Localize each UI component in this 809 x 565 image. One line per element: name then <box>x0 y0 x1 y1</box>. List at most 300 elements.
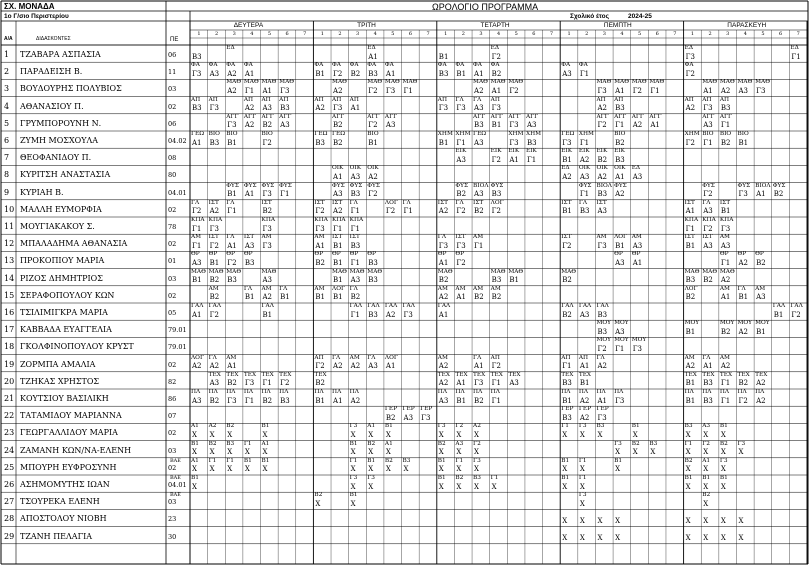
lesson-class: Α1 <box>615 172 625 181</box>
lesson-class: Β2 <box>474 293 484 302</box>
lesson-class: Β3 <box>280 396 290 405</box>
lesson-subject: ΜΑΘ <box>702 79 718 86</box>
lesson-class: Β2 <box>315 258 325 267</box>
lesson-subject: Γ1 <box>490 475 499 481</box>
lesson-class: Β1 <box>685 396 696 405</box>
lesson-class: Α3 <box>579 310 590 319</box>
lesson-subject: ΓΛ <box>332 354 341 361</box>
lesson-subject: ΠΛ <box>226 389 236 395</box>
lesson-class: Γ3 <box>756 86 766 95</box>
lesson-class: Α2 <box>209 362 220 371</box>
lesson-subject: Γ1 <box>226 457 234 464</box>
lesson-class: Α1 <box>685 207 696 216</box>
lesson-class: Β1 <box>333 293 343 302</box>
row-number: 19 <box>4 359 15 369</box>
lesson-subject: ΜΑΘ <box>614 79 629 86</box>
lesson-class: Β1 <box>209 258 220 267</box>
lesson-subject: ΧΗΜ <box>508 131 524 137</box>
teacher-name: ΚΟΥΤΣΙΟΥ ΒΑΣΙΛΙΚΗ <box>20 394 109 403</box>
lesson-subject: ΧΗΜ <box>684 131 700 137</box>
row-number: 27 <box>4 497 15 507</box>
lesson-subject: ΤΕΧ <box>455 371 468 378</box>
lesson-class: Β3 <box>562 413 572 422</box>
lesson-class: Χ <box>685 448 691 457</box>
lesson-class: Γ3 <box>738 190 748 199</box>
lesson-class: Α3 <box>703 207 713 216</box>
teacher-name: ΚΑΒΒΑΔΑ ΕΥΑΓΓΕΛΙΑ <box>20 325 112 335</box>
lesson-subject: ΜΟΥ <box>596 320 611 327</box>
lesson-class: Α1 <box>350 104 361 113</box>
col-spec-header: ΠΕ <box>170 37 179 43</box>
lesson-subject: Β3 <box>473 475 481 481</box>
teacher-specialty: 82 <box>168 377 177 386</box>
lesson-class: Χ <box>209 465 215 474</box>
lesson-subject: ΓΑΛ <box>772 303 786 309</box>
teacher-specialty: 86 <box>168 395 177 403</box>
teacher-specialty: 79.01 <box>168 326 187 335</box>
lesson-subject: ΑΜ <box>437 285 448 292</box>
lesson-class: Β1 <box>227 190 237 199</box>
row-number: 17 <box>4 325 15 335</box>
lesson-subject: ΦΑ <box>367 62 377 69</box>
lesson-subject: ΜΑΘ <box>755 79 770 86</box>
lesson-class: Α3 <box>403 413 414 422</box>
lesson-class: Α2 <box>720 86 731 95</box>
lesson-class: Χ <box>438 465 444 474</box>
lesson-subject: ΜΑΘ <box>737 79 753 86</box>
year-value: 2024-25 <box>628 13 652 20</box>
lesson-subject: ΑΓΓ <box>332 113 345 120</box>
lesson-class: Γ1 <box>720 258 731 267</box>
lesson-class: Χ <box>738 534 744 543</box>
lesson-subject: ΦΑ <box>561 62 571 69</box>
lesson-subject: ΜΑΘ <box>631 79 647 86</box>
lesson-class: Α1 <box>333 396 343 405</box>
lesson-class: Γ3 <box>385 86 396 95</box>
lesson-subject: ΘΡ <box>437 251 447 258</box>
lesson-class: Χ <box>738 516 744 525</box>
lesson-class: Γ2 <box>632 86 643 95</box>
lesson-subject: ΒΙΟ <box>614 131 626 137</box>
lesson-class: Χ <box>579 516 585 525</box>
lesson-class: Χ <box>615 516 621 525</box>
lesson-subject: ΧΗΜ <box>437 131 453 137</box>
lesson-subject: ΙΣΤ <box>261 199 272 206</box>
lesson-class: Β2 <box>456 190 467 199</box>
lesson-subject: ΛΟΓ <box>191 354 204 361</box>
lesson-subject: ΠΛ <box>614 389 624 395</box>
lesson-class: Γ2 <box>368 121 378 130</box>
lesson-class: Β1 <box>456 396 467 405</box>
lesson-subject: Β1 <box>702 475 711 481</box>
lesson-subject: ΕΙΚ <box>561 148 573 155</box>
lesson-subject: ΙΣΤ <box>437 199 449 206</box>
lesson-subject: ΦΑ <box>191 62 200 69</box>
lesson-subject: Γ3 <box>578 492 587 499</box>
lesson-subject: Β3 <box>649 440 658 447</box>
lesson-class: Χ <box>368 448 374 457</box>
teacher-specialty: 11 <box>168 68 177 77</box>
lesson-class: Β3 <box>192 104 202 113</box>
lesson-class: Γ2 <box>685 69 695 78</box>
lesson-subject: ΙΣΤ <box>208 234 219 241</box>
lesson-class: Β3 <box>209 138 220 147</box>
lesson-subject: ΜΑΘ <box>332 79 347 86</box>
lesson-class: Χ <box>703 430 709 439</box>
lesson-subject: ΓΛ <box>455 199 464 206</box>
lesson-class: Χ <box>315 499 321 508</box>
lesson-subject: ΙΣΤ <box>243 234 255 241</box>
lesson-class: Χ <box>262 465 268 474</box>
lesson-class: Α1 <box>438 310 449 319</box>
lesson-class: Α3 <box>703 121 713 130</box>
lesson-class: Β3 <box>192 52 202 61</box>
lesson-subject: ΑΓΓ <box>596 113 609 120</box>
lesson-class: Χ <box>227 430 233 439</box>
row-number: 24 <box>4 445 15 455</box>
teacher-specialty: 02 <box>168 360 177 369</box>
lesson-subject: ΙΣΤ <box>684 234 695 241</box>
lesson-class: Χ <box>703 482 709 491</box>
lesson-subject: ΓΛ <box>243 285 253 292</box>
lesson-subject: ΚΠΑ <box>191 217 205 223</box>
lesson-subject: Α1 <box>702 457 711 464</box>
lesson-class: Γ1 <box>491 379 501 388</box>
lesson-subject: ΙΣΤ <box>596 199 607 206</box>
lesson-class: Γ3 <box>562 138 572 147</box>
lesson-subject: ΦΑ <box>455 62 465 69</box>
lesson-subject: ΑΜ <box>208 285 219 292</box>
bae-label: ΒΑΕ <box>170 475 181 481</box>
lesson-class: Γ3 <box>333 104 343 113</box>
lesson-subject: ΤΕΧ <box>261 371 274 378</box>
lesson-class: Β2 <box>720 138 731 147</box>
lesson-class: Β3 <box>244 258 255 267</box>
lesson-subject: ΘΡ <box>755 251 764 258</box>
lesson-class: Α2 <box>579 396 590 405</box>
period-number: 7 <box>673 31 677 37</box>
lesson-class: Α1 <box>227 241 237 250</box>
row-number: 10 <box>4 204 15 214</box>
row-number: 8 <box>4 170 10 180</box>
lesson-class: Α2 <box>579 155 590 164</box>
lesson-subject: ΜΑΘ <box>402 79 418 86</box>
lesson-class: Β3 <box>350 190 361 199</box>
lesson-class: Β3 <box>526 138 537 147</box>
lesson-class: Γ2 <box>685 138 695 147</box>
lesson-subject: ΚΠΑ <box>332 217 346 223</box>
lesson-class: Α1 <box>756 190 766 199</box>
lesson-class: Γ3 <box>491 104 501 113</box>
lesson-subject: ΑΠ <box>243 96 254 103</box>
period-number: 1 <box>320 31 324 37</box>
lesson-subject: ΑΜ <box>473 234 484 241</box>
lesson-subject: Γ1 <box>455 457 464 464</box>
lesson-class: Γ2 <box>491 155 501 164</box>
lesson-class: Β3 <box>720 104 731 113</box>
lesson-subject: Β1 <box>349 492 358 499</box>
teacher-name: ΤΖΗΚΑΣ ΧΡΗΣΤΟΣ <box>20 376 100 386</box>
lesson-subject: ΙΣΤ <box>349 234 360 241</box>
lesson-class: Χ <box>350 448 356 457</box>
lesson-subject: ΓΛ <box>349 199 358 206</box>
lesson-subject: ΜΟΥ <box>755 320 770 327</box>
lesson-class: Α3 <box>456 155 466 164</box>
lesson-class: Α1 <box>615 86 625 95</box>
lesson-subject: ΑΓΓ <box>226 113 239 120</box>
lesson-class: Α1 <box>368 52 378 61</box>
lesson-class: Β1 <box>615 241 625 250</box>
lesson-subject: ΑΠ <box>702 96 712 103</box>
lesson-class: Β1 <box>192 276 202 285</box>
lesson-subject: ΦΑ <box>473 62 482 69</box>
lesson-class: Α1 <box>474 362 484 371</box>
row-number: 4 <box>4 101 10 111</box>
teacher-specialty: 02 <box>168 240 177 249</box>
lesson-class: Α2 <box>333 207 343 216</box>
lesson-class: Β1 <box>333 276 343 285</box>
lesson-subject: ΘΡ <box>243 251 253 258</box>
lesson-subject: ΦΥΣ <box>614 182 627 189</box>
row-number: 20 <box>4 376 15 386</box>
lesson-subject: ΕΔ <box>226 45 235 51</box>
lesson-subject: ΜΑΘ <box>508 268 524 275</box>
lesson-class: Χ <box>562 430 568 439</box>
lesson-class: Χ <box>579 499 585 508</box>
teacher-name: ΖΑΜΑΝΗ ΚΩΝ/ΝΑ-ΕΛΕΝΗ <box>20 445 132 455</box>
lesson-subject: ΜΑΘ <box>367 268 383 275</box>
period-number: 6 <box>532 31 536 37</box>
lesson-class: Α2 <box>209 207 220 216</box>
lesson-class: Β2 <box>315 379 325 388</box>
lesson-subject: ΓΕΡ <box>402 406 415 413</box>
teacher-name: ΜΟΥΓΙΑΚΑΚΟΥ Σ. <box>20 222 95 231</box>
lesson-class: Γ1 <box>403 207 413 216</box>
lesson-class: Β1 <box>280 293 290 302</box>
day-header-1: ΔΕΥΤΕΡΑ <box>233 22 264 29</box>
lesson-class: Β2 <box>333 138 343 147</box>
lesson-subject: ΜΑΘ <box>473 79 488 86</box>
lesson-subject: ΑΠ <box>490 354 500 361</box>
lesson-class: Γ3 <box>509 121 519 130</box>
lesson-subject: ΚΠΑ <box>208 217 223 223</box>
lesson-class: Γ2 <box>597 344 607 353</box>
lesson-subject: ΤΕΧ <box>437 371 451 378</box>
teacher-name: ΖΟΡΜΠΑ ΑΜΑΛΙΑ <box>20 359 96 369</box>
lesson-subject: ΙΣΤ <box>561 199 572 206</box>
lesson-subject: ΚΠΑ <box>261 217 276 223</box>
lesson-subject: Γ3 <box>737 440 746 447</box>
lesson-class: Γ2 <box>315 207 325 216</box>
lesson-subject: Γ1 <box>208 457 217 464</box>
lesson-class: Β2 <box>738 379 749 388</box>
col-aa-header: Α/Α <box>4 36 13 42</box>
lesson-class: Α2 <box>438 362 449 371</box>
lesson-class: Α3 <box>632 241 643 250</box>
lesson-class: Α1 <box>650 121 660 130</box>
lesson-class: Α2 <box>720 362 731 371</box>
lesson-class: Α2 <box>632 121 643 130</box>
lesson-class: Α1 <box>262 86 273 95</box>
lesson-class: Α2 <box>579 413 590 422</box>
lesson-subject: ΑΓΓ <box>614 113 627 120</box>
lesson-subject: ΓΑΛ <box>561 303 574 309</box>
lesson-class: Β3 <box>615 104 625 113</box>
lesson-subject: ΤΕΧ <box>737 371 750 378</box>
lesson-class: Γ2 <box>456 207 466 216</box>
page-title: ΩΡΟΛΟΓΙΟ ΠΡΟΓΡΑΜΜΑ <box>432 2 539 12</box>
lesson-class: Β1 <box>438 138 449 147</box>
lesson-subject: ΑΜ <box>314 234 325 241</box>
lesson-subject: ΓΛ <box>455 96 464 103</box>
lesson-subject: Β1 <box>437 475 446 481</box>
lesson-class: Β3 <box>685 276 696 285</box>
lesson-subject: Β1 <box>191 475 199 481</box>
lesson-subject: ΠΛ <box>578 389 589 395</box>
lesson-subject: ΦΥΣ <box>702 182 715 189</box>
lesson-class: Α2 <box>227 86 237 95</box>
lesson-class: Χ <box>579 534 585 543</box>
lesson-subject: ΓΑΛ <box>437 303 451 309</box>
lesson-class: Χ <box>579 430 585 439</box>
lesson-subject: ΦΑ <box>578 62 588 69</box>
lesson-subject: ΦΥΣ <box>332 182 345 189</box>
lesson-subject: ΕΙΚ <box>508 148 520 155</box>
lesson-subject: Α1 <box>261 440 270 447</box>
school-name: 1ο Γ/σιο Περιστερίου <box>4 13 69 20</box>
lesson-class: Α1 <box>244 190 255 199</box>
lesson-subject: ΑΠ <box>332 96 342 103</box>
lesson-class: Α2 <box>350 396 361 405</box>
row-number: 14 <box>4 273 15 283</box>
lesson-class: Α3 <box>244 241 255 250</box>
lesson-class: Β1 <box>509 276 519 285</box>
lesson-class: Χ <box>262 430 268 439</box>
lesson-class: Γ1 <box>244 86 255 95</box>
lesson-subject: Γ3 <box>473 457 481 464</box>
lesson-class: Α3 <box>262 104 273 113</box>
lesson-subject: ΑΜ <box>437 354 448 361</box>
lesson-subject: ΠΛ <box>702 389 712 395</box>
lesson-subject: ΓΕΩ <box>332 131 346 137</box>
lesson-class: Γ1 <box>350 224 360 233</box>
lesson-class: Γ3 <box>315 224 325 233</box>
lesson-class: Α2 <box>720 276 731 285</box>
lesson-subject: ΑΜ <box>631 234 642 241</box>
day-header-2: ΤΡΙΤΗ <box>357 22 376 29</box>
lesson-subject: Β2 <box>702 492 711 499</box>
lesson-class: Γ3 <box>262 190 272 199</box>
lesson-subject: ΠΛ <box>596 389 606 395</box>
lesson-class: Β3 <box>597 327 608 336</box>
teacher-specialty: 06 <box>168 51 177 59</box>
lesson-subject: Β1 <box>243 457 252 464</box>
lesson-subject: ΠΛ <box>349 389 359 395</box>
lesson-subject: ΤΕΧ <box>279 371 292 378</box>
lesson-class: Α3 <box>350 172 361 181</box>
lesson-subject: ΙΣΤ <box>561 234 572 241</box>
teacher-name: ΤΑΤΑΜΙΔΟΥ ΜΑΡΙΑΝΝΑ <box>20 411 122 421</box>
lesson-subject: Β1 <box>561 475 570 481</box>
lesson-class: Β2 <box>350 293 361 302</box>
lesson-subject: ΠΛ <box>755 389 765 395</box>
lesson-class: Α3 <box>474 104 484 113</box>
lesson-subject: ΓΛ <box>473 96 482 103</box>
lesson-subject: ΠΛ <box>314 389 324 395</box>
lesson-class: Χ <box>562 482 568 491</box>
lesson-subject: Α2 <box>208 423 217 430</box>
period-number: 1 <box>567 31 571 37</box>
lesson-class: Β1 <box>315 396 325 405</box>
row-number: 9 <box>4 187 10 197</box>
lesson-class: Α1 <box>456 293 466 302</box>
lesson-subject: ΙΣΤ <box>702 234 713 241</box>
lesson-class: Γ2 <box>456 258 466 267</box>
lesson-subject: Β1 <box>261 457 270 464</box>
lesson-subject: Γ2 <box>455 423 464 430</box>
lesson-subject: ΜΑΘ <box>649 79 665 86</box>
lesson-class: Χ <box>597 534 603 543</box>
lesson-class: Β3 <box>491 190 502 199</box>
lesson-class: Β2 <box>720 327 731 336</box>
teacher-specialty: 04.01 <box>168 481 187 489</box>
lesson-class: Γ1 <box>615 344 625 353</box>
row-number: 15 <box>4 290 15 300</box>
lesson-subject: ΓΑΛ <box>191 303 204 309</box>
lesson-class: Β3 <box>703 379 713 388</box>
period-number: 5 <box>514 31 518 37</box>
lesson-subject: ΛΟΓ <box>684 285 698 292</box>
period-number: 7 <box>796 31 800 37</box>
lesson-class: Χ <box>474 482 480 491</box>
period-number: 1 <box>690 31 695 37</box>
lesson-subject: Β1 <box>631 423 640 430</box>
lesson-subject: Β2 <box>208 440 217 447</box>
lesson-class: Α3 <box>438 396 449 405</box>
period-number: 6 <box>408 31 413 37</box>
teacher-name: ΜΠΑΛΑΔΗΜΑ ΑΘΑΝΑΣΙΑ <box>20 239 128 249</box>
teacher-specialty: 05 <box>168 309 177 317</box>
lesson-class: Χ <box>703 534 709 543</box>
lesson-subject: ΜΑΘ <box>279 79 295 86</box>
teacher-name: ΑΠΟΣΤΟΛΟΥ ΝΙΟΒΗ <box>20 514 107 524</box>
lesson-class: Β2 <box>333 121 343 130</box>
lesson-subject: Α1 <box>367 423 376 430</box>
lesson-subject: ΘΡ <box>191 251 200 258</box>
lesson-class: Α3 <box>597 207 607 216</box>
period-number: 5 <box>638 31 642 37</box>
teacher-name: ΤΖΑΝΗ ΠΕΛΑΓΙΑ <box>20 531 93 541</box>
lesson-class: Β1 <box>685 327 696 336</box>
lesson-class: Α2 <box>244 104 255 113</box>
lesson-class: Γ1 <box>615 121 625 130</box>
lesson-class: Α1 <box>509 155 519 164</box>
lesson-class: Χ <box>632 430 638 439</box>
lesson-class: Α2 <box>192 362 202 371</box>
lesson-class: Β2 <box>562 310 572 319</box>
lesson-subject: ΧΗΜ <box>525 131 542 137</box>
teacher-name: ΘΕΟΦΑΝΙΔΟΥ Π. <box>20 153 92 163</box>
teacher-name: ΓΡΥΜΠΟΡΟΥΝΗ Ν. <box>20 118 102 128</box>
lesson-class: Γ1 <box>579 69 590 78</box>
lesson-class: Β3 <box>474 121 484 130</box>
lesson-class: Α3 <box>192 396 202 405</box>
lesson-class: Χ <box>685 482 691 491</box>
lesson-subject: Γ3 <box>719 457 728 464</box>
lesson-subject: ΕΙΚ <box>525 148 537 155</box>
lesson-subject: ΕΙΚ <box>578 148 590 155</box>
lesson-class: Χ <box>456 448 462 457</box>
